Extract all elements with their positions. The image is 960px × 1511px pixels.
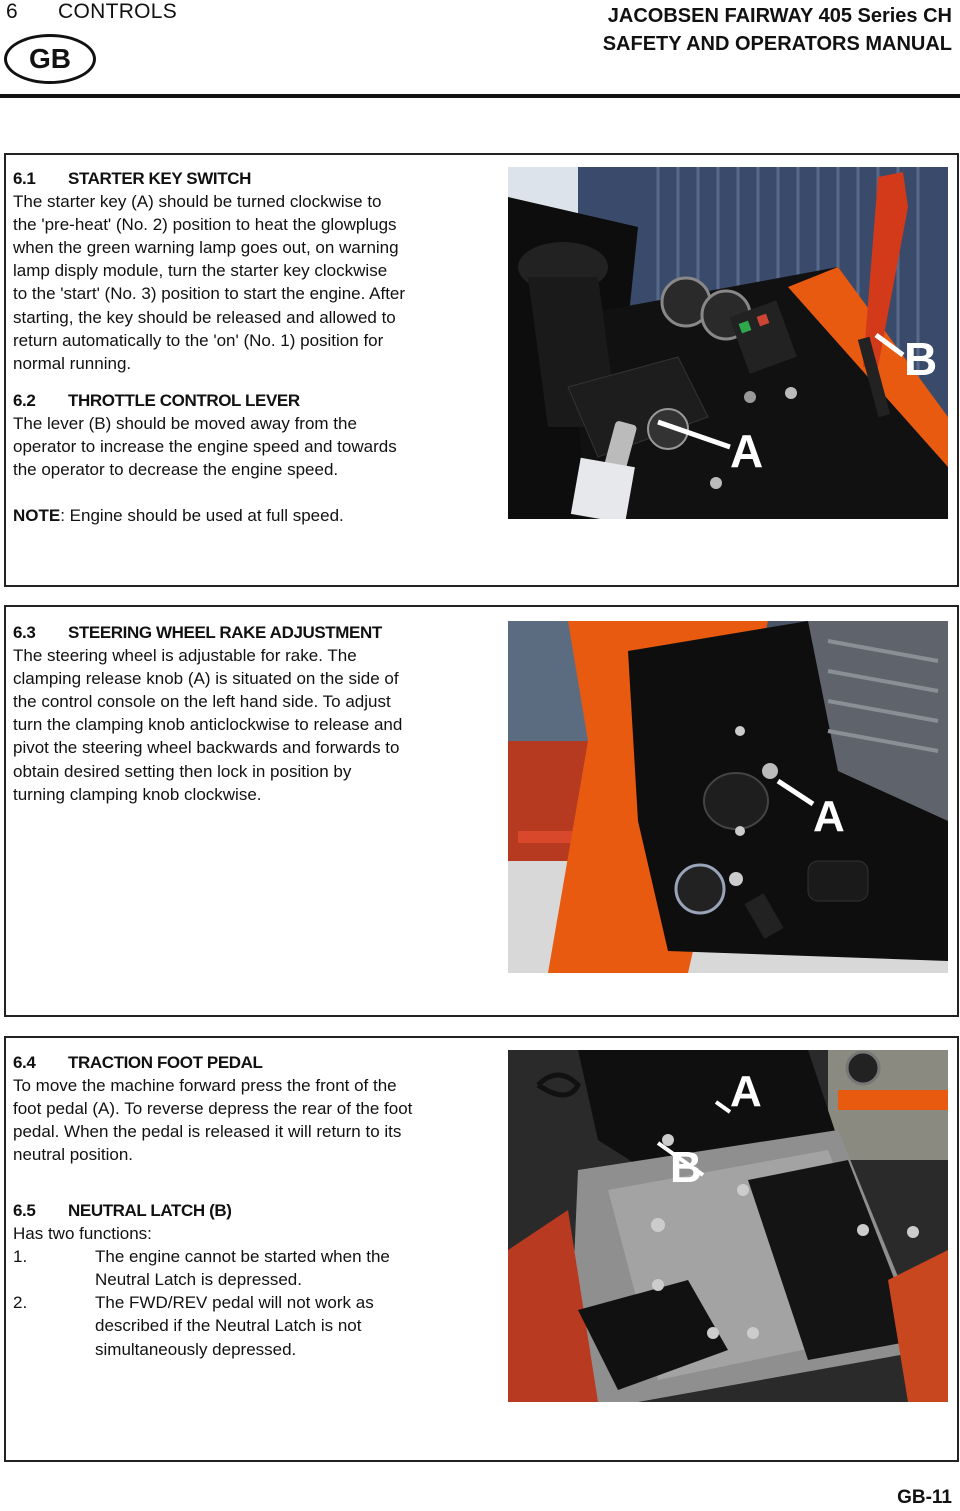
chapter-title: CONTROLS bbox=[58, 0, 178, 23]
body-line: normal running. bbox=[13, 353, 132, 373]
photo3-callout-a: A bbox=[730, 1067, 762, 1116]
body-line: neutral position. bbox=[13, 1145, 134, 1165]
section-heading: 6.5 NEUTRAL LATCH (B) bbox=[13, 1201, 232, 1220]
body-line: pivot the steering wheel backwards and forwards to bbox=[13, 738, 400, 758]
body-line: starting, the key should be released and allowed to bbox=[13, 307, 396, 327]
body-line: lamp disply module, turn the starter key clockwise bbox=[13, 261, 388, 281]
photo1-callout-b: B bbox=[904, 333, 938, 385]
section-6-3 bbox=[13, 621, 493, 806]
photo1-callout-a: A bbox=[730, 425, 764, 477]
header-rule bbox=[0, 94, 960, 98]
photo2-callout-a: A bbox=[813, 792, 845, 841]
section-intro: Has two functions: bbox=[13, 1224, 152, 1244]
section-heading: 6.2 THROTTLE CONTROL LEVER bbox=[13, 391, 300, 410]
body-line: The steering wheel is adjustable for rake. The bbox=[13, 646, 357, 666]
body-line: to the 'start' (No. 3) position to start the engine. After bbox=[13, 284, 406, 304]
photo-steering-rake bbox=[508, 621, 948, 973]
body-line: The lever (B) should be moved away from the bbox=[13, 414, 357, 434]
note-text: : Engine should be used at full speed. bbox=[60, 506, 344, 526]
photo-traction-pedal bbox=[508, 1050, 948, 1402]
page-number: GB-11 bbox=[897, 1487, 952, 1508]
note-label: NOTE bbox=[13, 506, 61, 526]
body-line: clamping release knob (A) is situated on the side of bbox=[13, 669, 399, 689]
body-line: the control console on the left hand side. To adjust bbox=[13, 692, 391, 712]
body-line: The starter key (A) should be turned clockwise to bbox=[13, 192, 382, 212]
body-line: the 'pre-heat' (No. 2) position to heat the glowplugs bbox=[13, 215, 397, 235]
body-line: when the green warning lamp goes out, on warning bbox=[13, 238, 399, 258]
section-heading: 6.3 STEERING WHEEL RAKE ADJUSTMENT bbox=[13, 623, 382, 642]
section-6-1 bbox=[13, 167, 493, 375]
section-6-2 bbox=[13, 389, 493, 527]
body-line: turning clamping knob clockwise. bbox=[13, 784, 262, 804]
body-line: turn the clamping knob anticlockwise to release and bbox=[13, 715, 403, 735]
body-line: obtain desired setting then lock in position by bbox=[13, 761, 352, 781]
section-6-4 bbox=[13, 1051, 493, 1166]
body-line: the operator to decrease the engine speed. bbox=[13, 460, 339, 480]
body-line: pedal. When the pedal is released it will return to its bbox=[13, 1122, 402, 1142]
photo3-callout-b: B bbox=[670, 1143, 702, 1192]
manual-title-line1: JACOBSEN FAIRWAY 405 Series CH bbox=[607, 5, 952, 27]
photo-starter-key-throttle bbox=[508, 167, 948, 519]
section-heading: 6.4 TRACTION FOOT PEDAL bbox=[13, 1053, 263, 1072]
body-line: foot pedal (A). To reverse depress the rear of the foot bbox=[13, 1099, 413, 1119]
section-6-5 bbox=[13, 1199, 493, 1361]
list-item: 1. The engine cannot be started when the Neutral Latch is depressed. bbox=[13, 1247, 390, 1290]
section-heading: 6.1 STARTER KEY SWITCH bbox=[13, 169, 251, 188]
language-badge: GB bbox=[4, 34, 96, 84]
manual-title-line2: SAFETY AND OPERATORS MANUAL bbox=[602, 33, 952, 55]
body-line: To move the machine forward press the front of the bbox=[13, 1076, 397, 1096]
list-item: 2. The FWD/REV pedal will not work as described if the Neutral Latch is not simultaneously depressed. bbox=[13, 1293, 374, 1359]
manual-title bbox=[603, 2, 952, 58]
note bbox=[13, 504, 493, 527]
body-line: return automatically to the 'on' (No. 1) position for bbox=[13, 330, 384, 350]
body-line: operator to increase the engine speed and towards bbox=[13, 437, 397, 457]
chapter-number: 6 bbox=[6, 0, 18, 23]
